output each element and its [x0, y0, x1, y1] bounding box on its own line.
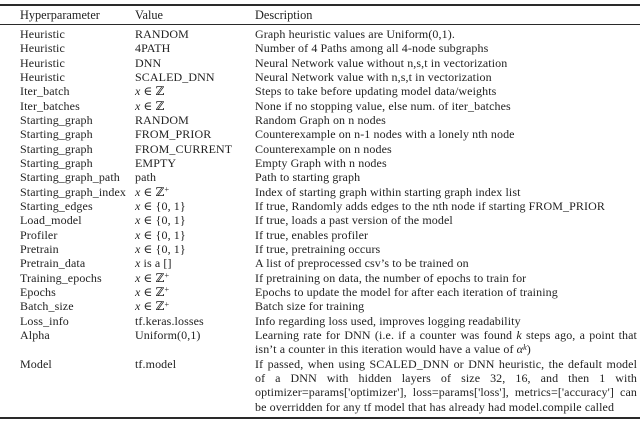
cell-hyperparameter: Profiler — [20, 227, 58, 242]
cell-value: 4PATH — [135, 41, 171, 56]
cell-description: Counterexample on n-1 nodes with a lonely nth node — [255, 127, 515, 142]
cell-value: RANDOM — [135, 27, 189, 41]
cell-value: x ∈ ℤ — [135, 84, 165, 99]
cell-value: x ∈ ℤ+ — [135, 184, 170, 199]
cell-hyperparameter: Starting_graph — [20, 155, 93, 170]
cell-value: x ∈ ℤ+ — [135, 284, 170, 299]
cell-hyperparameter: Starting_edges — [20, 198, 93, 213]
cell-hyperparameter: Model — [20, 356, 52, 371]
table-row — [0, 357, 640, 418]
table-row — [0, 70, 640, 84]
cell-description: If passed, when using SCALED_DNN or DNN heuristic, the default model of a DNN with hidden layers of size 32, 16, and then 1 with optimizer=params['optimizer'], loss=params['loss'], metrics=['accuracy'] can be overridden for any tf model that has already had model.compile called — [255, 356, 637, 414]
cell-description: If true, pretraining occurs — [255, 241, 381, 256]
cell-value: RANDOM — [135, 112, 189, 127]
cell-hyperparameter: Iter_batches — [20, 98, 80, 113]
cell-hyperparameter: Starting_graph_path — [20, 170, 120, 185]
column-header-description: Description — [255, 8, 313, 22]
cell-description: Neural Network value with n,s,t in vectorization — [255, 69, 492, 84]
cell-description: Epochs to update the model for after each iteration of training — [255, 284, 558, 299]
cell-value: x ∈ {0, 1} — [135, 198, 186, 213]
table-row — [0, 285, 640, 299]
cell-description: Batch size for training — [255, 299, 365, 314]
cell-description: Neural Network value without n,s,t in vectorization — [255, 55, 508, 70]
cell-hyperparameter: Training_epochs — [20, 270, 102, 285]
cell-hyperparameter: Heuristic — [20, 27, 65, 41]
table-row — [0, 328, 640, 357]
column-header-hyperparameter: Hyperparameter — [20, 8, 100, 22]
table-row — [0, 56, 640, 70]
cell-description: Random Graph on n nodes — [255, 112, 386, 127]
table-row — [0, 156, 640, 170]
cell-value: EMPTY — [135, 155, 177, 170]
table-row — [0, 242, 640, 256]
table-row — [0, 299, 640, 313]
cell-value: FROM_PRIOR — [135, 127, 212, 142]
cell-hyperparameter: Pretrain — [20, 241, 59, 256]
cell-description: Counterexample on n nodes — [255, 141, 392, 156]
cell-description: If true, Randomly adds edges to the nth node if starting FROM_PRIOR — [255, 198, 606, 213]
cell-description: Index of starting graph within starting graph index list — [255, 184, 521, 199]
table-row — [0, 25, 640, 42]
cell-description: Empty Graph with n nodes — [255, 155, 387, 170]
cell-description: Number of 4 Paths among all 4-node subgraphs — [255, 41, 489, 56]
table-row — [0, 127, 640, 141]
table-row — [0, 213, 640, 227]
table-row — [0, 314, 640, 328]
table-row — [0, 41, 640, 55]
table-row — [0, 142, 640, 156]
cell-value: FROM_CURRENT — [135, 141, 233, 156]
cell-hyperparameter: Loss_info — [20, 313, 69, 328]
cell-value: x ∈ ℤ+ — [135, 299, 170, 314]
cell-value: Uniform(0,1) — [135, 327, 201, 342]
table-row — [0, 185, 640, 199]
table-row — [0, 256, 640, 270]
table-row — [0, 228, 640, 242]
table-body — [0, 25, 640, 418]
cell-hyperparameter: Alpha — [20, 327, 50, 342]
cell-value: SCALED_DNN — [135, 69, 215, 84]
cell-description: If true, loads a past version of the model — [255, 213, 453, 228]
cell-hyperparameter: Heuristic — [20, 69, 65, 84]
cell-description: A list of preprocessed csv’s to be trained on — [255, 256, 469, 271]
table-row — [0, 271, 640, 285]
cell-hyperparameter: Starting_graph — [20, 112, 93, 127]
cell-hyperparameter: Batch_size — [20, 299, 74, 314]
cell-description: None if no stopping value, else num. of iter_batches — [255, 98, 511, 113]
cell-hyperparameter: Heuristic — [20, 41, 65, 56]
cell-value: x ∈ {0, 1} — [135, 213, 186, 228]
cell-description: Graph heuristic values are Uniform(0,1). — [255, 27, 455, 41]
cell-value: x ∈ {0, 1} — [135, 241, 186, 256]
cell-description: Path to starting graph — [255, 170, 361, 185]
cell-description: Learning rate for DNN (i.e. if a counter was found k steps ago, a point that isn’t a counter in this iteration would have a value of $\alpha^k$) — [255, 327, 637, 357]
cell-hyperparameter: Heuristic — [20, 55, 65, 70]
table-row — [0, 113, 640, 127]
hyperparameter-table — [0, 4, 640, 419]
cell-value: tf.model — [135, 356, 177, 371]
cell-value: x ∈ ℤ — [135, 98, 165, 113]
cell-hyperparameter: Starting_graph_index — [20, 184, 126, 199]
cell-hyperparameter: Pretrain_data — [20, 256, 86, 271]
table-row — [0, 170, 640, 184]
table-row — [0, 199, 640, 213]
table-row — [0, 84, 640, 98]
cell-value: x is a [] — [135, 256, 172, 271]
cell-hyperparameter: Starting_graph — [20, 141, 93, 156]
cell-value: DNN — [135, 55, 162, 70]
cell-value: x ∈ ℤ+ — [135, 270, 170, 285]
cell-value: tf.keras.losses — [135, 313, 204, 328]
cell-description: If true, enables profiler — [255, 227, 369, 242]
cell-value: x ∈ {0, 1} — [135, 227, 186, 242]
cell-hyperparameter: Starting_graph — [20, 127, 93, 142]
cell-hyperparameter: Load_model — [20, 213, 82, 228]
cell-description: Steps to take before updating model data/weights — [255, 84, 497, 99]
cell-value: path — [135, 170, 157, 185]
cell-description: Info regarding loss used, improves logging readability — [255, 313, 521, 328]
cell-hyperparameter: Iter_batch — [20, 84, 70, 99]
table-header-row — [0, 5, 640, 25]
cell-hyperparameter: Epochs — [20, 284, 56, 299]
table-row — [0, 99, 640, 113]
cell-description: If pretraining on data, the number of epochs to train for — [255, 270, 527, 285]
column-header-value: Value — [135, 8, 163, 22]
